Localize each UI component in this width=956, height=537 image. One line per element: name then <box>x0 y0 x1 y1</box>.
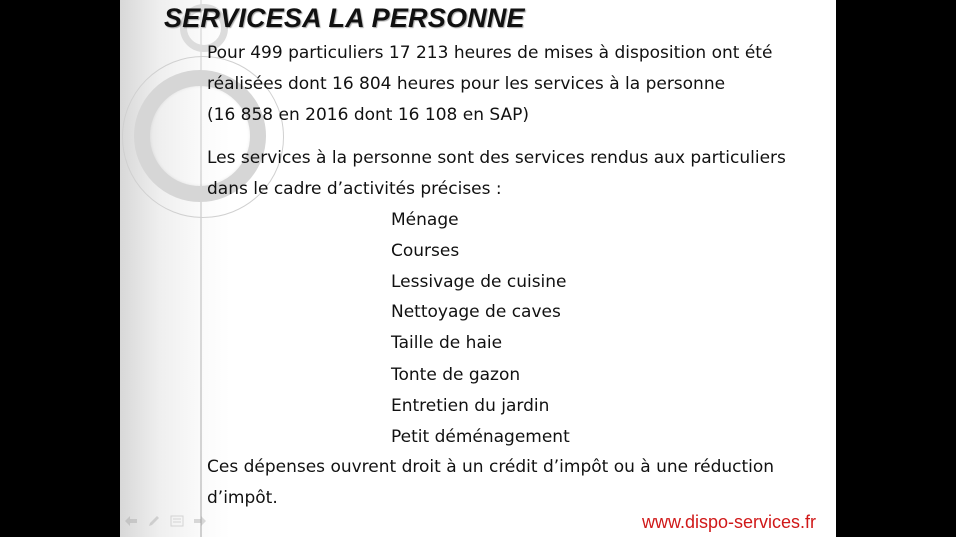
intro-line-3: (16 858 en 2016 dont 16 108 en SAP) <box>207 105 530 125</box>
activity-item-demenagement: Petit déménagement <box>391 427 570 447</box>
activity-item-nettoyage: Nettoyage de caves <box>391 302 561 322</box>
definition-line-2: dans le cadre d’activités précises : <box>207 179 502 199</box>
intro-line-1: Pour 499 particuliers 17 213 heures de mises à disposition ont été <box>207 43 773 63</box>
activity-item-courses: Courses <box>391 241 460 261</box>
definition-line-1: Les services à la personne sont des services rendus aux particuliers <box>207 148 786 168</box>
pen-icon[interactable] <box>147 515 161 527</box>
activity-item-menage: Ménage <box>391 210 459 230</box>
next-arrow-icon[interactable] <box>193 515 207 527</box>
activity-item-lessivage: Lessivage de cuisine <box>391 272 567 292</box>
activity-item-tonte: Tonte de gazon <box>391 365 521 385</box>
slide-title: SERVICESA LA PERSONNE <box>164 3 525 33</box>
menu-icon[interactable] <box>170 515 184 527</box>
slideshow-controls <box>124 515 207 527</box>
conclusion-line-1: Ces dépenses ouvrent droit à un crédit d’impôt ou à une réduction <box>207 457 775 477</box>
intro-line-2: réalisées dont 16 804 heures pour les services à la personne <box>207 74 726 94</box>
previous-arrow-icon[interactable] <box>124 515 138 527</box>
website-url: www.dispo-services.fr <box>642 512 817 532</box>
activity-item-taille: Taille de haie <box>391 333 503 353</box>
conclusion-line-2: d’impôt. <box>207 488 278 508</box>
activity-item-jardin: Entretien du jardin <box>391 396 550 416</box>
